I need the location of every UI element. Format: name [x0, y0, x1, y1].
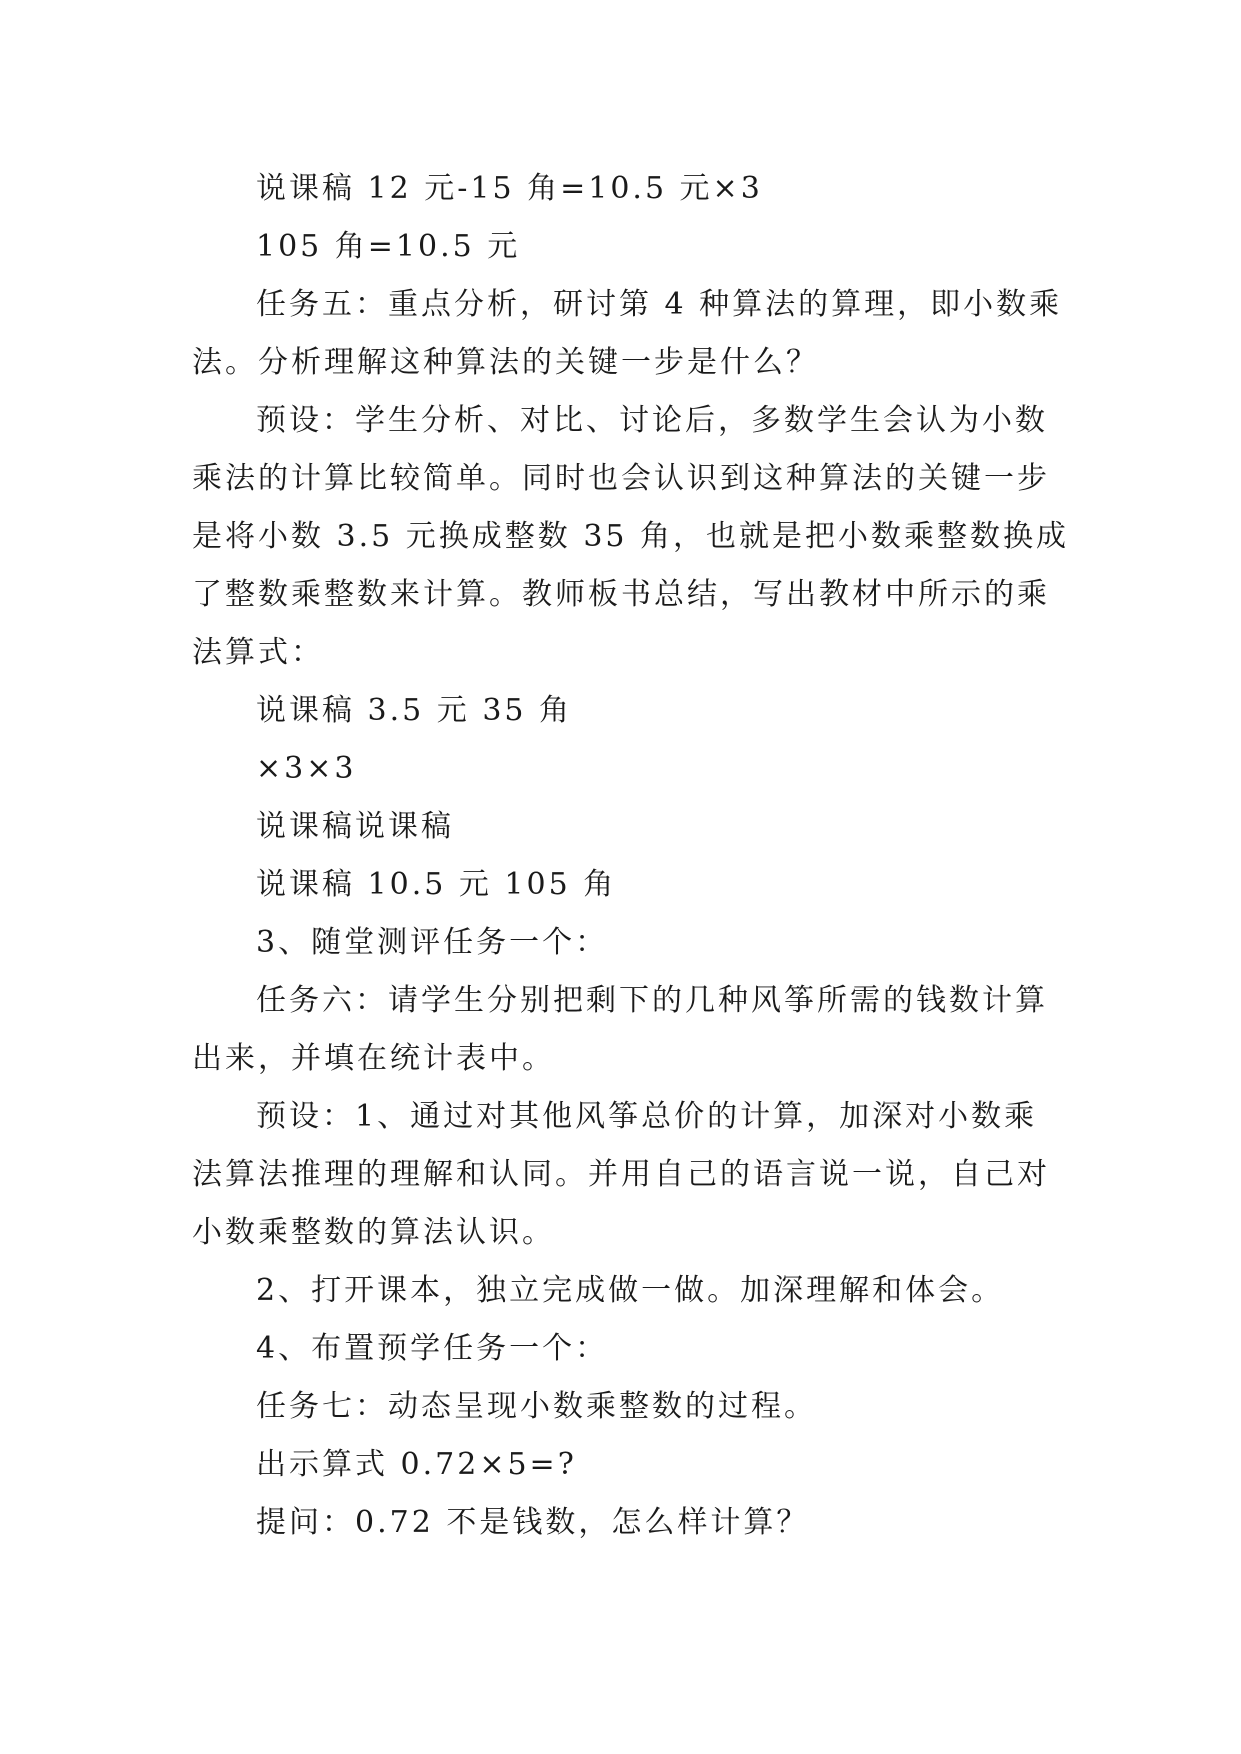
- text-line: 出示算式 0.72×5=?: [256, 1447, 577, 1482]
- text-line: 是将小数 3.5 元换成整数 35 角，也就是把小数乘整数换成: [192, 519, 1070, 554]
- text-line: 任务五：重点分析，研讨第 4 种算法的算理，即小数乘: [256, 287, 1063, 322]
- text-line: 出来，并填在统计表中。: [192, 1041, 555, 1076]
- text-line: 说课稿说课稿: [256, 809, 454, 844]
- text-line: 说课稿 3.5 元 35 角: [256, 693, 573, 728]
- text-line: 2、打开课本，独立完成做一做。加深理解和体会。: [256, 1273, 1005, 1308]
- text-line: 4、布置预学任务一个：: [256, 1331, 609, 1366]
- text-line: 3、随堂测评任务一个：: [256, 925, 609, 960]
- text-line: 说课稿 12 元-15 角=10.5 元×3: [256, 171, 763, 206]
- text-line: 预设：1、通过对其他风筝总价的计算，加深对小数乘: [256, 1099, 1038, 1134]
- text-line: ×3×3: [256, 751, 357, 786]
- text-line: 105 角=10.5 元: [256, 229, 521, 264]
- text-line: 了整数乘整数来计算。教师板书总结，写出教材中所示的乘: [192, 577, 1050, 612]
- text-line: 小数乘整数的算法认识。: [192, 1215, 555, 1250]
- text-line: 任务六：请学生分别把剩下的几种风筝所需的钱数计算: [256, 983, 1048, 1018]
- document-page: [192, 160, 1070, 1552]
- text-line: 任务七：动态呈现小数乘整数的过程。: [256, 1389, 817, 1424]
- text-line: 法算法推理的理解和认同。并用自己的语言说一说，自己对: [192, 1157, 1050, 1192]
- text-line: 预设：学生分析、对比、讨论后，多数学生会认为小数: [256, 403, 1048, 438]
- text-line: 法算式：: [192, 635, 324, 670]
- text-line: 法。分析理解这种算法的关键一步是什么？: [192, 345, 819, 380]
- text-line: 提问：0.72 不是钱数，怎么样计算？: [256, 1505, 810, 1540]
- text-line: 说课稿 10.5 元 105 角: [256, 867, 617, 902]
- text-line: 乘法的计算比较简单。同时也会认识到这种算法的关键一步: [192, 461, 1050, 496]
